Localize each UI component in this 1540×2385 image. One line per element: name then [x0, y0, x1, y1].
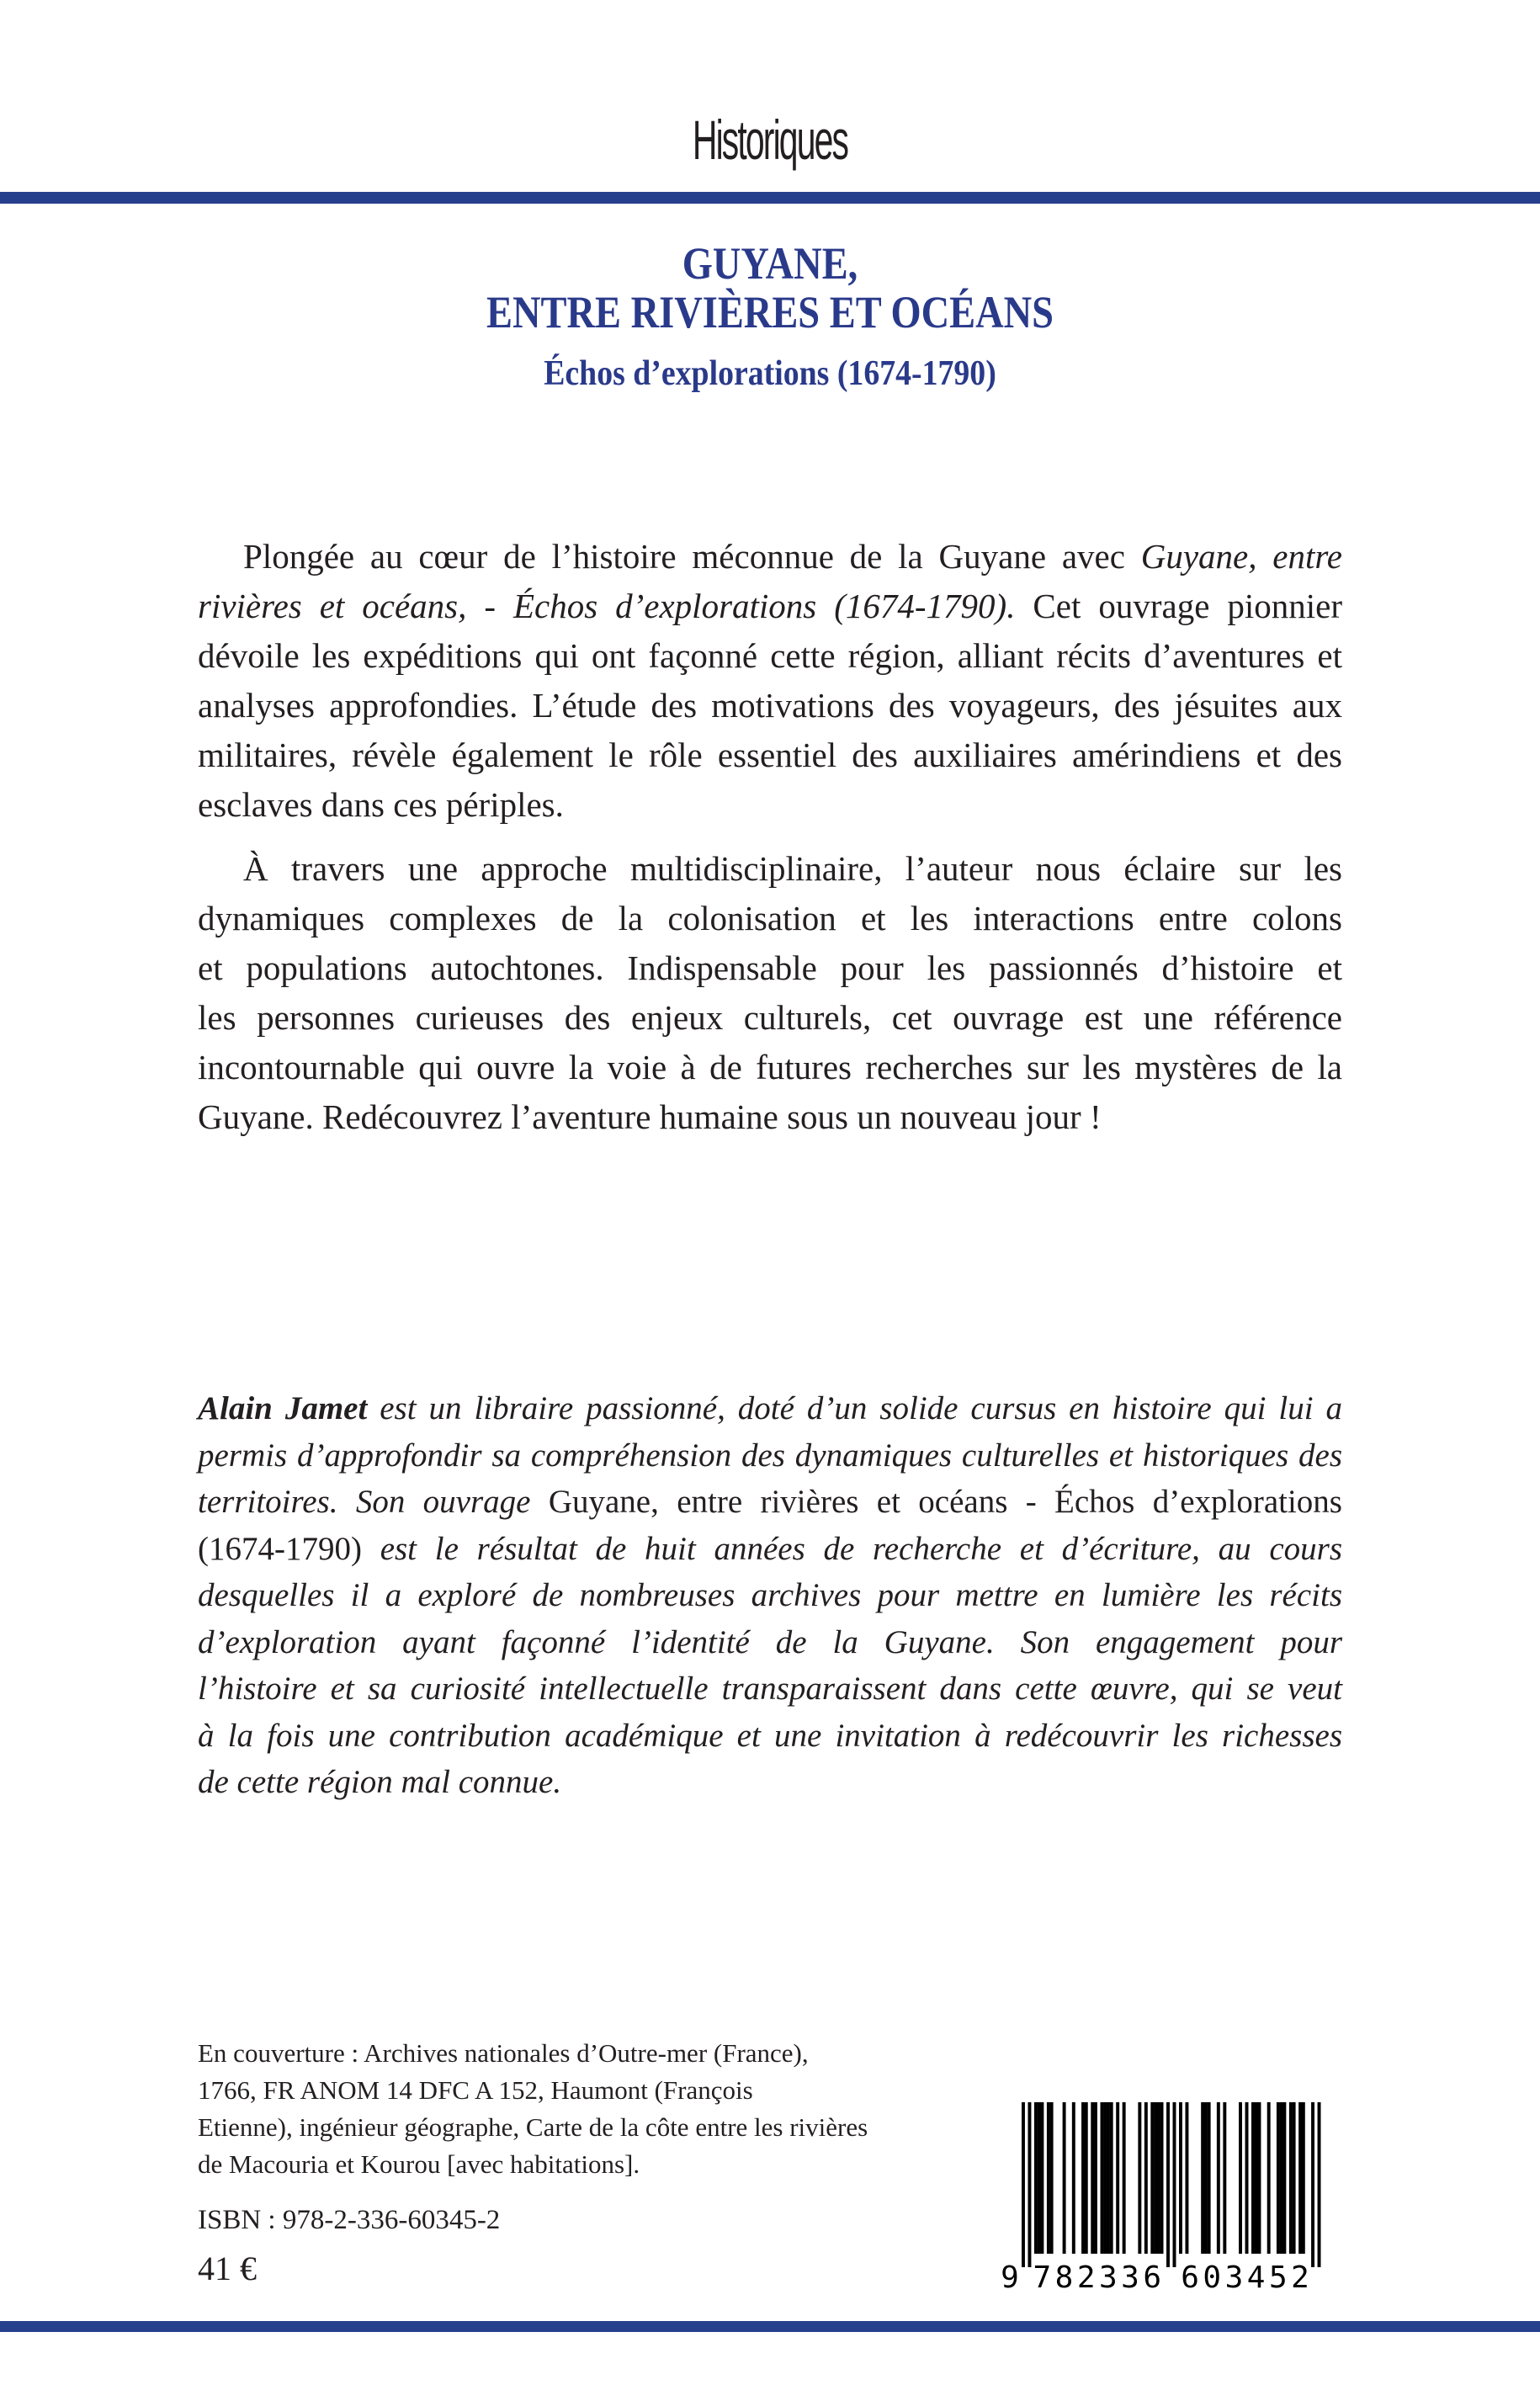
barcode-bar	[1123, 2102, 1126, 2254]
text-line	[198, 993, 1342, 1043]
text-line	[198, 894, 1342, 943]
barcode-bar	[1040, 2102, 1043, 2254]
text-segment: territoires. Son ouvrage	[198, 1484, 549, 1520]
text-segment: Guyane. Redécouvrez l’aventure humaine sous un nouveau jour !	[198, 1097, 1102, 1136]
barcode-bar	[1150, 2102, 1154, 2254]
barcode-digit: 6	[1143, 2260, 1162, 2294]
text-line	[198, 1092, 1342, 1142]
text-segment: dynamiques complexes de la colonisation et les interactions entre colons	[198, 899, 1342, 938]
barcode-bar	[1034, 2102, 1038, 2254]
barcode-bar	[1289, 2102, 1293, 2254]
text-segment: analyses approfondies. L’étude des motivations des voyageurs, des jésuites aux	[198, 686, 1342, 725]
text-line	[198, 844, 1342, 894]
barcode-bar	[1138, 2102, 1141, 2254]
barcode-bar	[1022, 2102, 1025, 2267]
author-bio	[198, 1385, 1342, 1806]
barcode-bar	[1081, 2102, 1085, 2254]
barcode-digit: 0	[1203, 2260, 1222, 2294]
barcode-bar	[1258, 2102, 1261, 2254]
barcode-bar	[1047, 2102, 1050, 2254]
barcode-bar	[1144, 2102, 1148, 2254]
barcode-bar	[1166, 2102, 1170, 2267]
credit-line: 1766, FR ANOM 14 DFC A 152, Haumont (François	[198, 2075, 753, 2105]
barcode-bar	[1101, 2102, 1104, 2254]
barcode-bar	[1154, 2102, 1157, 2254]
text-line	[198, 582, 1342, 631]
barcode-bar	[1091, 2102, 1094, 2254]
barcode-digit: 7	[1033, 2260, 1052, 2294]
text-segment: à la fois une contribution académique et une invitation à redécouvrir les richesses	[198, 1717, 1342, 1754]
text-segment: Plongée au cœur de l’histoire méconnue de la Guyane avec	[243, 537, 1141, 576]
barcode-bar	[1085, 2102, 1088, 2254]
blurb-paragraph-1	[198, 532, 1342, 830]
text-segment: militaires, révèle également le rôle essentiel des auxiliaires amérindiens et des	[198, 736, 1342, 774]
text-segment: l’histoire et sa curiosité intellectuelle transparaissent dans cette œuvre, qui se veut	[198, 1671, 1342, 1707]
price: 41 €	[198, 2250, 257, 2287]
barcode-bar	[1116, 2102, 1119, 2254]
barcode-bar	[1208, 2102, 1211, 2254]
text-segment: Guyane, entre rivières et océans - Échos d’explorations	[548, 1484, 1342, 1520]
author-name: Alain Jamet	[198, 1390, 368, 1426]
text-segment: desquelles il a exploré de nombreuses archives pour mettre en lumière les récits	[198, 1577, 1342, 1613]
book-title-line2: ENTRE RIVIÈRES ET OCÉANS	[486, 287, 1054, 337]
barcode-bar	[1267, 2102, 1271, 2254]
barcode-bar	[1103, 2102, 1107, 2254]
barcode-bar	[1110, 2102, 1113, 2254]
text-segment: de cette région mal connue.	[198, 1764, 562, 1800]
barcode-digit: 4	[1246, 2260, 1266, 2294]
barcode-bar	[1277, 2102, 1280, 2254]
cover-credits	[198, 2035, 868, 2183]
text-segment: permis d’approfondir sa compréhension des dynamiques culturelles et historiques des	[198, 1437, 1342, 1474]
credit-line: Etienne), ingénieur géographe, Carte de la côte entre les rivières	[198, 2112, 868, 2142]
barcode-bar	[1318, 2102, 1321, 2267]
barcode-bar	[1179, 2102, 1182, 2254]
barcode-bar	[1251, 2102, 1255, 2254]
bottom-divider-bar	[0, 2321, 1540, 2332]
text-line	[198, 943, 1342, 993]
barcode-bar	[1050, 2102, 1054, 2254]
barcode-digit: 5	[1268, 2260, 1288, 2294]
credit-line: de Macouria et Kourou [avec habitations].	[198, 2149, 640, 2179]
barcode-digit: 9	[1001, 2260, 1019, 2294]
text-line	[198, 1479, 1342, 1526]
barcode-bar	[1298, 2102, 1302, 2254]
barcode-bar	[1217, 2102, 1220, 2254]
text-segment: incontournable qui ouvre la voie à de futures recherches sur les mystères de la	[198, 1048, 1342, 1086]
barcode-digit: 6	[1181, 2260, 1199, 2294]
text-line	[198, 730, 1342, 780]
text-segment: les personnes curieuses des enjeux culturels, cet ouvrage est une référence	[198, 998, 1342, 1037]
barcode-digit: 2	[1076, 2260, 1096, 2294]
barcode-bar	[1239, 2102, 1242, 2254]
text-segment: esclaves dans ces périples.	[198, 785, 564, 824]
barcode-bar	[1204, 2102, 1208, 2254]
barcode-bar	[1157, 2102, 1160, 2254]
barcode-bar	[1280, 2102, 1283, 2254]
text-segment: dévoile les expéditions qui ont façonné cette région, alliant récits d’aventures et	[198, 636, 1342, 675]
barcode-bar	[1255, 2102, 1258, 2254]
text-line	[198, 681, 1342, 730]
text-segment: (1674-1790)	[198, 1530, 362, 1567]
text-segment: d’exploration ayant façonné l’identité de la Guyane. Son engagement pour	[198, 1623, 1342, 1660]
barcode-bar	[1160, 2102, 1164, 2254]
book-title-line1: GUYANE,	[682, 238, 858, 289]
barcode-bar	[1173, 2102, 1176, 2267]
text-line	[198, 1759, 1342, 1806]
barcode-bar	[1245, 2102, 1249, 2254]
text-segment: rivières et océans, - Échos d’explorations (1674-1790).	[198, 587, 1016, 625]
book-subtitle: Échos d’explorations (1674-1790)	[544, 354, 996, 393]
text-line	[198, 532, 1342, 582]
barcode-bar	[1094, 2102, 1097, 2254]
isbn: ISBN : 978-2-336-60345-2	[198, 2205, 501, 2235]
barcode-digit: 8	[1054, 2260, 1074, 2294]
barcode-bar	[1293, 2102, 1296, 2254]
text-segment: et populations autochtones. Indispensable pour les passionnés d’histoire et	[198, 948, 1342, 987]
barcode-bar	[1185, 2102, 1188, 2254]
barcode-bar	[1201, 2102, 1204, 2254]
text-segment: Cet ouvrage pionnier	[1015, 587, 1342, 625]
barcode-bar	[1072, 2102, 1075, 2254]
series-name: Historiques	[692, 109, 848, 171]
text-segment: Guyane, entre	[1140, 537, 1342, 576]
text-line	[198, 1526, 1342, 1573]
barcode-bar	[1302, 2102, 1305, 2254]
text-line	[198, 1385, 1342, 1432]
text-segment: est un libraire passionné, doté d’un solide cursus en histoire qui lui a	[367, 1390, 1342, 1426]
barcode-bar	[1223, 2102, 1226, 2254]
barcode-digit: 2	[1291, 2260, 1309, 2294]
text-line	[198, 1572, 1342, 1619]
text-line	[198, 631, 1342, 681]
text-line	[198, 1713, 1342, 1760]
text-segment: est le résultat de huit années de recherche et d’écriture, au cours	[361, 1530, 1342, 1567]
barcode-bar	[1282, 2102, 1286, 2254]
text-line	[198, 1619, 1342, 1666]
barcode-digit: 3	[1121, 2260, 1139, 2294]
text-line	[198, 1665, 1342, 1713]
barcode-bar	[1107, 2102, 1110, 2254]
barcode-digit: 3	[1099, 2260, 1118, 2294]
text-line	[198, 780, 1342, 830]
text-line	[198, 1432, 1342, 1479]
barcode-bar	[1038, 2102, 1041, 2254]
text-line	[198, 1043, 1342, 1092]
barcode-digit: 3	[1224, 2260, 1244, 2294]
credit-line: En couverture : Archives nationales d’Outre-mer (France),	[198, 2038, 809, 2068]
top-divider-bar	[0, 192, 1540, 204]
barcode-bar	[1063, 2102, 1066, 2254]
isbn-barcode	[1000, 2101, 1328, 2294]
barcode-bar	[1311, 2102, 1314, 2267]
blurb-paragraph-2	[198, 844, 1342, 1142]
text-segment: À travers une approche multidisciplinaire, l’auteur nous éclaire sur les	[243, 849, 1342, 888]
barcode-bar	[1028, 2102, 1031, 2267]
